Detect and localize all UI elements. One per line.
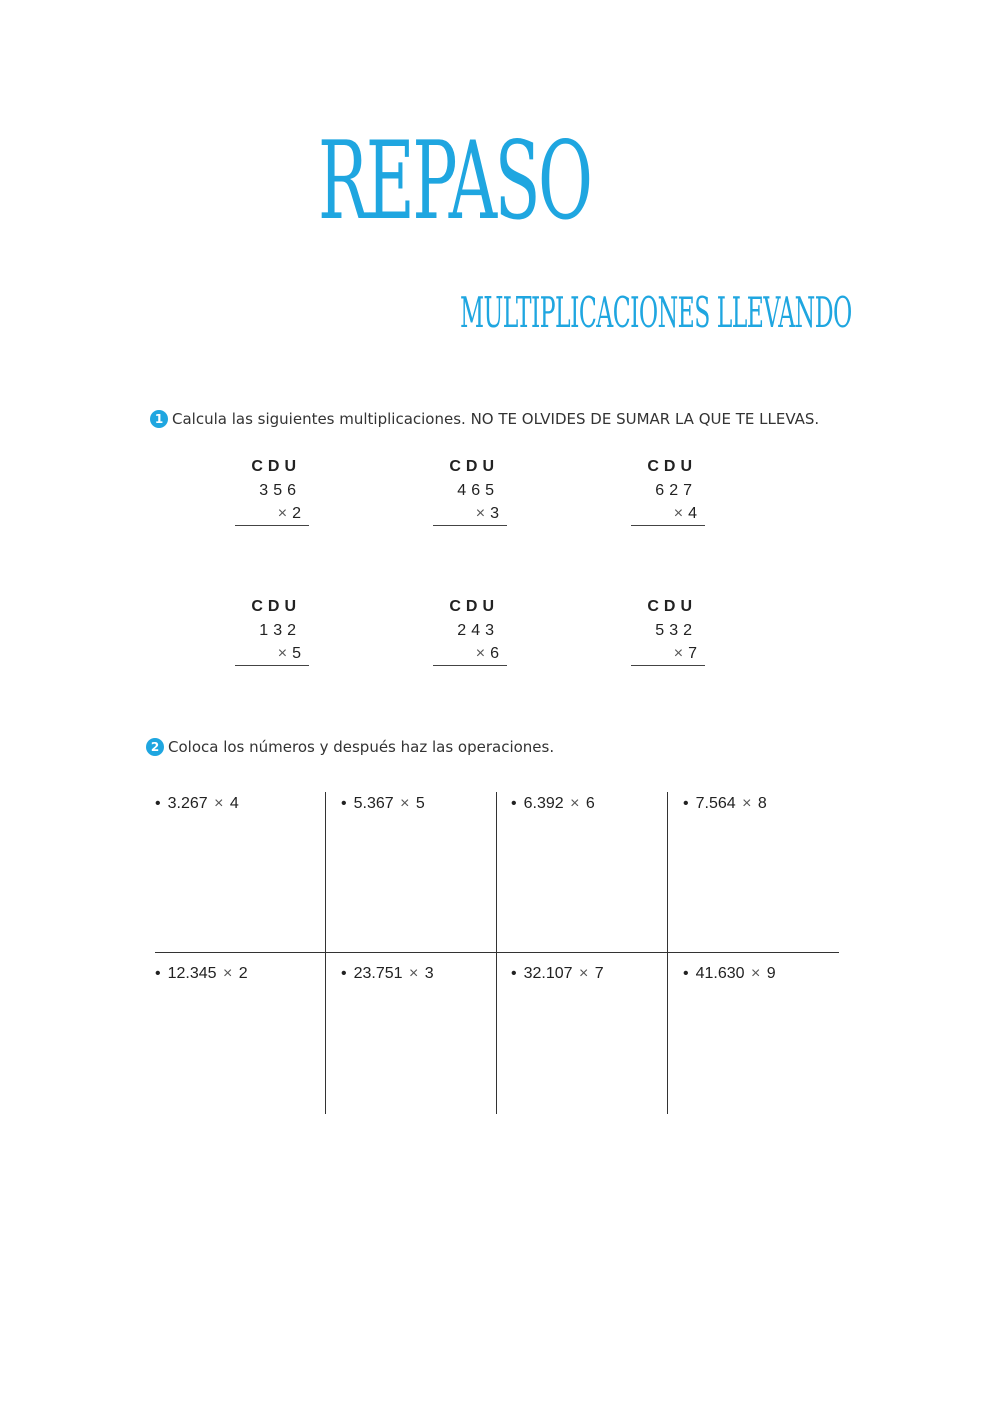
- operand-a: 5.367: [353, 795, 394, 812]
- operand-b: 9: [766, 965, 776, 982]
- multiplicand: 532: [655, 622, 697, 639]
- bullet: •: [341, 795, 347, 812]
- multiplicand: 243: [457, 622, 499, 639]
- bullet: •: [683, 795, 689, 812]
- multiplier: 7: [688, 645, 697, 662]
- operand-b: 3: [424, 965, 434, 982]
- cdu-header: CDU: [449, 598, 499, 615]
- operand-a: 7.564: [695, 795, 736, 812]
- times-symbol: ×: [742, 795, 752, 812]
- cdu-header: CDU: [449, 458, 499, 475]
- multiplier: 2: [292, 505, 301, 522]
- multiplication-problem: [235, 595, 309, 666]
- operand-b: 4: [229, 795, 239, 812]
- operation-cell[interactable]: [511, 962, 604, 983]
- operations-grid: [155, 792, 839, 1114]
- operation-cell[interactable]: [155, 792, 239, 813]
- operand-b: 8: [757, 795, 767, 812]
- cdu-header: CDU: [251, 458, 301, 475]
- operand-b: 5: [415, 795, 425, 812]
- operand-a: 41.630: [695, 965, 745, 982]
- times-symbol: ×: [751, 965, 761, 982]
- operation-cell[interactable]: [341, 962, 434, 983]
- cdu-header: CDU: [647, 458, 697, 475]
- times-symbol: ×: [277, 505, 288, 522]
- times-symbol: ×: [214, 795, 224, 812]
- operand-a: 23.751: [353, 965, 403, 982]
- operation-cell[interactable]: [683, 792, 767, 813]
- grid-divider: [155, 952, 839, 953]
- multiplier: 3: [490, 505, 499, 522]
- multiplicand: 356: [259, 482, 301, 499]
- bullet: •: [683, 965, 689, 982]
- operation-cell[interactable]: [683, 962, 776, 983]
- times-symbol: ×: [579, 965, 589, 982]
- times-symbol: ×: [475, 505, 486, 522]
- multiplication-problem: [433, 595, 507, 666]
- exercise-1-instruction: Calcula las siguientes multiplicaciones. NO TE OLVIDES DE SUMAR LA QUE TE LLEVAS.: [172, 410, 820, 428]
- multiplier-row: [433, 503, 507, 526]
- times-symbol: ×: [223, 965, 233, 982]
- grid-divider: [667, 792, 668, 1114]
- operand-a: 32.107: [523, 965, 573, 982]
- bullet: •: [155, 965, 161, 982]
- times-symbol: ×: [277, 645, 288, 662]
- cdu-header: CDU: [251, 598, 301, 615]
- bullet: •: [511, 795, 517, 812]
- multiplier-row: [631, 643, 705, 666]
- multiplication-problem: [631, 455, 705, 526]
- operand-b: 6: [585, 795, 595, 812]
- multiplier-row: [631, 503, 705, 526]
- multiplication-problem: [631, 595, 705, 666]
- operand-b: 7: [594, 965, 604, 982]
- multiplication-problem: [433, 455, 507, 526]
- operand-b: 2: [238, 965, 248, 982]
- grid-divider: [496, 792, 497, 1114]
- operation-cell[interactable]: [341, 792, 425, 813]
- cdu-header: CDU: [647, 598, 697, 615]
- bullet: •: [511, 965, 517, 982]
- times-symbol: ×: [409, 965, 419, 982]
- page-subtitle: MULTIPLICACIONES LLEVANDO: [460, 288, 852, 337]
- exercise-2-header: [146, 738, 554, 756]
- exercise-1-header: [150, 410, 819, 428]
- times-symbol: ×: [673, 645, 684, 662]
- exercise-2-instruction: Coloca los números y después haz las operaciones.: [168, 738, 555, 756]
- bullet: •: [155, 795, 161, 812]
- operand-a: 3.267: [167, 795, 208, 812]
- multiplicand: 465: [457, 482, 499, 499]
- times-symbol: ×: [570, 795, 580, 812]
- bullet: •: [341, 965, 347, 982]
- page-title: REPASO: [318, 119, 591, 244]
- multiplier-row: [235, 503, 309, 526]
- operation-cell[interactable]: [155, 962, 248, 983]
- multiplicand: 132: [259, 622, 301, 639]
- grid-divider: [325, 792, 326, 1114]
- times-symbol: ×: [400, 795, 410, 812]
- times-symbol: ×: [475, 645, 486, 662]
- times-symbol: ×: [673, 505, 684, 522]
- multiplier-row: [235, 643, 309, 666]
- multiplier-row: [433, 643, 507, 666]
- multiplier: 5: [292, 645, 301, 662]
- operand-a: 6.392: [523, 795, 564, 812]
- multiplier: 4: [688, 505, 697, 522]
- exercise-number-badge: 1: [150, 410, 168, 428]
- operand-a: 12.345: [167, 965, 217, 982]
- exercise-number-badge: 2: [146, 738, 164, 756]
- multiplication-problem: [235, 455, 309, 526]
- operation-cell[interactable]: [511, 792, 595, 813]
- multiplier: 6: [490, 645, 499, 662]
- multiplicand: 627: [655, 482, 697, 499]
